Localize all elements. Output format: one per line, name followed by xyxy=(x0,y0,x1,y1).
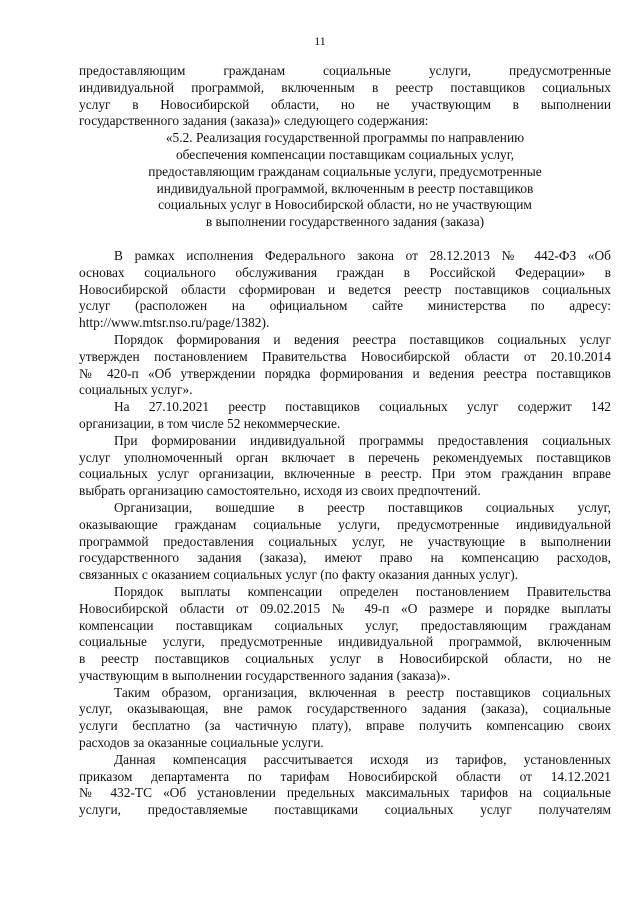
text-line: предоставляющим гражданам социальные услуги, предусмотренные xyxy=(79,63,611,78)
text-line: программой предоставления социальных услуг, не участвующие в выполнении xyxy=(79,533,611,549)
text-line: связанных с оказанием социальных услуг (по факту оказания данных услуг). xyxy=(79,567,519,583)
text-line: расходов за оказанные социальные услуги. xyxy=(79,735,324,751)
text-line: Порядок выплаты компенсации определен постановлением Правительства xyxy=(114,583,611,599)
text-line: государственного задания (заказа)» следующего содержания: xyxy=(79,113,429,129)
text-line: При формировании индивидуальной программы предоставления социальных xyxy=(114,432,611,448)
paragraph-8 xyxy=(79,752,611,819)
text-line: компенсации поставщикам социальных услуг, предоставляющим гражданам xyxy=(79,617,611,633)
paragraph-6 xyxy=(79,584,611,685)
text-line: услуг уполномоченный орган включает в перечень рекомендуемых поставщиков xyxy=(79,449,611,465)
text-line: № 432-ТС «Об установлении предельных максимальных тарифов на социальные xyxy=(79,785,611,801)
heading-line: в выполнении государственного задания (заказа) xyxy=(205,214,485,230)
text-line: социальные услуги, предусмотренные индивидуальной программой, включенным xyxy=(79,634,611,650)
text-line: http://www.mtsr.nso.ru/page/1382). xyxy=(79,315,270,331)
text-line: Организации, вошедшие в реестр поставщиков социальных услуг, xyxy=(114,499,611,515)
text-line: Данная компенсация рассчитывается исходя из тарифов, установленных xyxy=(114,751,611,767)
text-line: основах социального обслуживания граждан в Российской Федерации» в xyxy=(79,264,611,280)
page-number: 11 xyxy=(314,34,326,48)
text-line: приказом департамента по тарифам Новосибирской области от 14.12.2021 xyxy=(79,768,611,784)
paragraph-4 xyxy=(79,433,611,500)
heading-line: «5.2. Реализация государственной программы по направлению xyxy=(165,130,525,146)
heading-line: социальных услуг в Новосибирской области, но не участвующим xyxy=(158,197,532,213)
heading-line: обеспечения компенсации поставщикам социальных услуг, xyxy=(175,146,515,162)
text-line: услуг (расположен на официальном сайте министерства по адресу: xyxy=(79,298,611,314)
intro-paragraph xyxy=(79,63,611,130)
text-line: участвующим в выполнении государственного задания (заказа)». xyxy=(79,667,451,683)
text-line: Новосибирской области от 09.02.2015 № 49-п «О размере и порядке выплаты xyxy=(79,600,611,616)
text-line: услуги бесплатно (за частичную плату), вправе получить компенсацию своих xyxy=(79,718,611,734)
text-line: Порядок формирования и ведения реестра поставщиков социальных услуг xyxy=(114,331,611,347)
text-line: организации, в том числе 52 некоммерческие. xyxy=(79,415,341,431)
text-line: Таким образом, организация, включенная в реестр поставщиков социальных xyxy=(114,684,611,700)
paragraph-3 xyxy=(79,399,611,433)
text-line: индивидуальной программой, включенным в реестр поставщиков социальных xyxy=(79,79,611,95)
text-line: услуг в Новосибирской области, но не участвующим в выполнении xyxy=(79,96,611,112)
text-line: государственного задания (заказа), имеют право на компенсацию расходов, xyxy=(79,550,611,566)
text-line: выбрать организацию самостоятельно, исходя из своих предпочтений. xyxy=(79,483,481,499)
text-line: услуги, предоставляемые поставщиками социальных услуг получателям xyxy=(79,802,611,818)
document-body xyxy=(79,63,611,819)
text-line: В рамках исполнения Федерального закона от 28.12.2013 № 442-ФЗ «Об xyxy=(114,247,611,263)
text-line: в реестр поставщиков социальных услуг в Новосибирской области, но не xyxy=(79,651,611,667)
heading-line: предоставляющим гражданам социальные услуги, предусмотренные xyxy=(148,163,542,179)
paragraph-1 xyxy=(79,248,611,332)
text-line: оказывающие гражданам социальные услуги, предусмотренные индивидуальной xyxy=(79,516,611,532)
text-line: № 420-п «Об утверждении порядка формирования и ведения реестра поставщиков xyxy=(79,365,611,381)
heading-line: индивидуальной программой, включенным в реестр поставщиков xyxy=(156,180,534,196)
text-line: социальных услуг организации, включенные в реестр. При этом гражданин вправе xyxy=(79,466,611,482)
text-line: Новосибирской области сформирован и ведется реестр поставщиков социальных xyxy=(79,281,611,297)
text-line: социальных услуг». xyxy=(79,382,193,398)
paragraph-2 xyxy=(79,332,611,399)
text-line: утвержден постановлением Правительства Новосибирской области от 20.10.2014 xyxy=(79,348,611,364)
paragraph-7 xyxy=(79,685,611,752)
text-line: услуг, оказывающая, вне рамок государственного задания (заказа), социальные xyxy=(79,701,611,717)
section-heading xyxy=(79,130,611,231)
paragraph-5 xyxy=(79,500,611,584)
text-line: На 27.10.2021 реестр поставщиков социальных услуг содержит 142 xyxy=(114,399,611,415)
